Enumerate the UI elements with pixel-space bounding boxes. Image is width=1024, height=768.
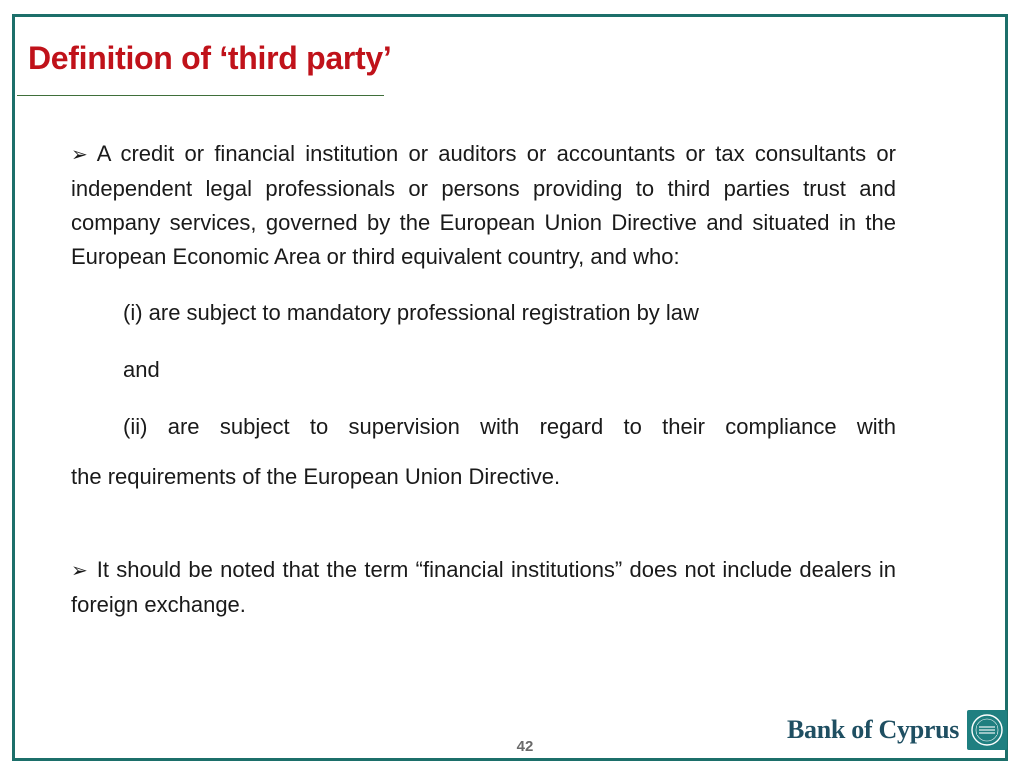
bank-of-cyprus-logo [787, 710, 1007, 750]
condition-2: (ii) are subject to supervision with regard to their compliance with [123, 414, 896, 439]
seal-graphic [967, 710, 1007, 750]
arrow-bullet-icon: ➢ [71, 560, 88, 582]
title-underline [17, 95, 384, 96]
bank-seal-icon [967, 710, 1007, 750]
conjunction-and: and [123, 357, 160, 382]
condition-2-continued: the requirements of the European Union Directive. [71, 464, 561, 489]
arrow-bullet-icon: ➢ [71, 144, 88, 166]
bullet-paragraph-2 [71, 553, 896, 622]
condition-1: (i) are subject to mandatory professional registration by law [123, 300, 699, 325]
bullet-paragraph-1 [71, 137, 896, 274]
page-number: 42 [516, 738, 534, 755]
paragraph-1-text: A credit or financial institution or auditors or accountants or tax consultants or independent legal professionals or persons providing to third parties trust and company services, governed by the European Union Directive and situated in the European Economic Area or third equivalent country, and who: [71, 141, 896, 269]
slide-title: Definition of ‘third party’ [28, 40, 392, 76]
brand-name: Bank of Cyprus [787, 715, 960, 744]
slide-body [71, 137, 896, 622]
paragraph-2-text: It should be noted that the term “financial institutions” does not include dealers in foreign exchange. [71, 557, 896, 617]
